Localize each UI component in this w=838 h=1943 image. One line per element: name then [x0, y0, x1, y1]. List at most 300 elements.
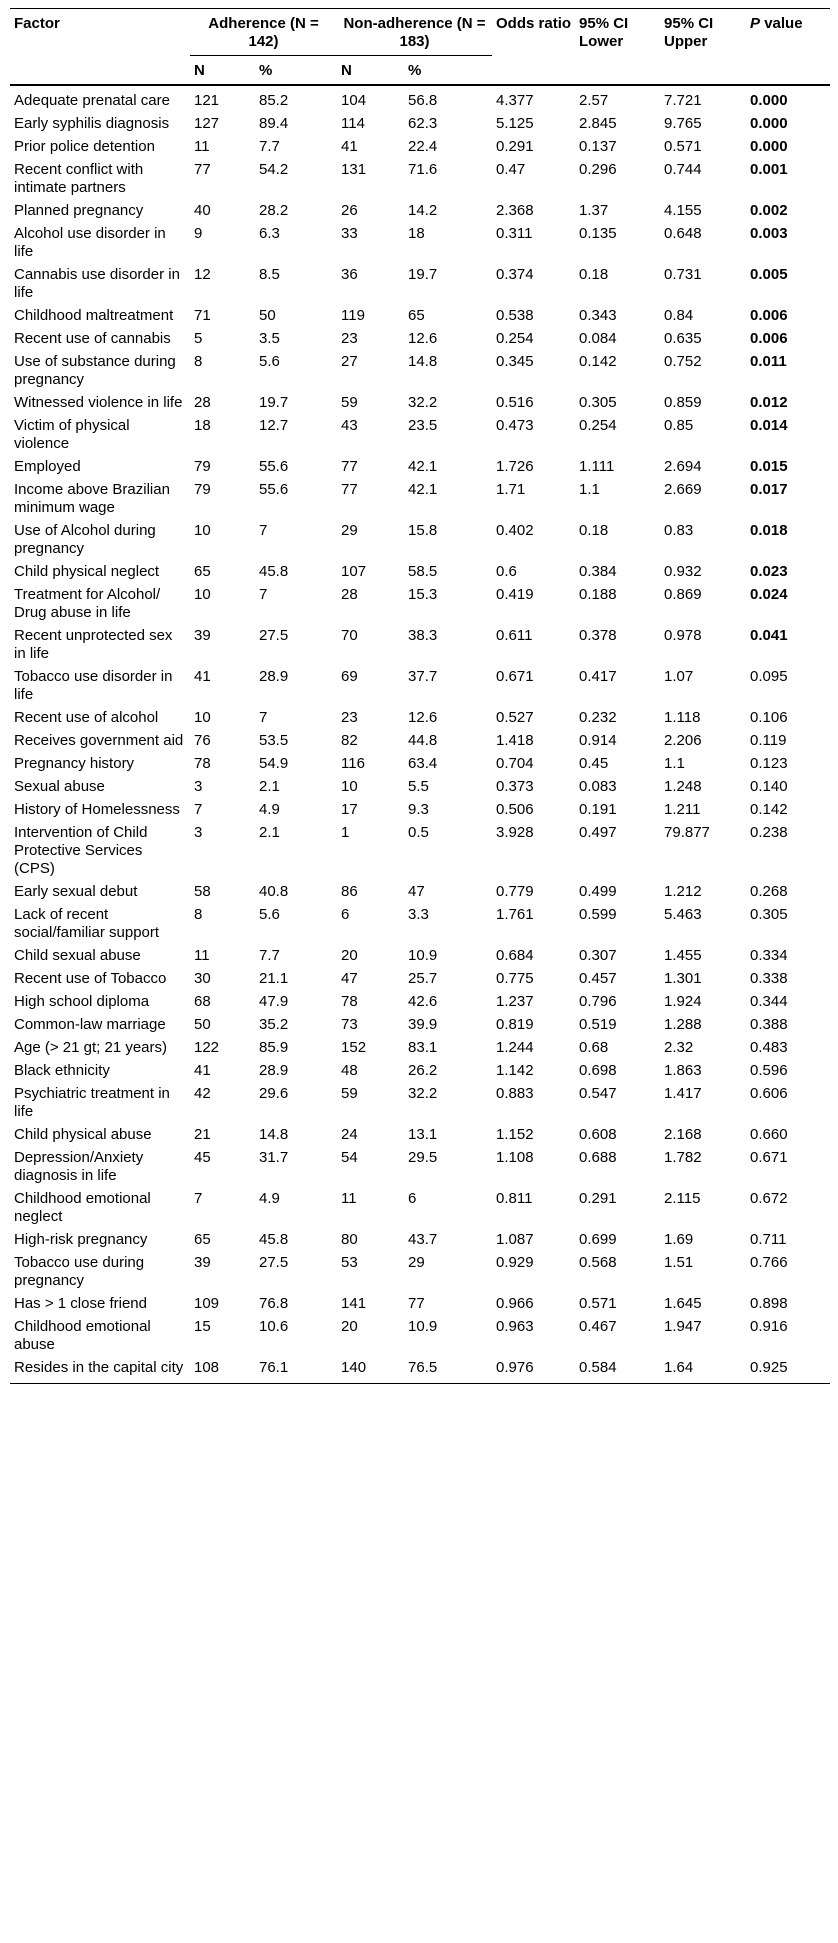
nonadherence-pct-cell: 0.5 [408, 824, 429, 841]
table-row [10, 663, 830, 704]
factor-cell: Planned pregnancy [14, 202, 144, 219]
table-row [10, 348, 830, 389]
ci-upper-cell: 1.924 [664, 993, 702, 1010]
odds-ratio-cell: 0.373 [496, 778, 534, 795]
factor-cell: Witnessed violence in life [14, 394, 183, 411]
table-row [10, 197, 830, 220]
factor-cell: Prior police detention [14, 138, 155, 155]
ci-upper-cell: 4.155 [664, 202, 702, 219]
adherence-n-cell: 18 [194, 417, 211, 434]
nonadherence-n-cell: 47 [341, 970, 358, 987]
nonadherence-n-cell: 33 [341, 225, 358, 242]
adherence-pct-cell: 47.9 [259, 993, 289, 1010]
header-row-1 [10, 9, 830, 56]
factor-cell: Depression/Anxiety diagnosis in life [14, 1149, 144, 1184]
factor-cell: Employed [14, 458, 81, 475]
nonadherence-n-cell: 48 [341, 1062, 358, 1079]
ci-lower-cell: 0.084 [579, 330, 617, 347]
adherence-pct-cell: 28.9 [259, 668, 289, 685]
nonadherence-pct-cell: 65 [408, 307, 425, 324]
p-value-cell: 0.006 [750, 330, 788, 347]
ci-upper-cell: 0.85 [664, 417, 694, 434]
table-row [10, 476, 830, 517]
nonadherence-pct-cell: 44.8 [408, 732, 438, 749]
ci-lower-cell: 2.845 [579, 115, 617, 132]
adherence-pct-cell: 28.2 [259, 202, 289, 219]
p-value-cell: 0.898 [750, 1295, 788, 1312]
odds-ratio-cell: 1.108 [496, 1149, 534, 1166]
table-row [10, 581, 830, 622]
nonadherence-pct-cell: 83.1 [408, 1039, 438, 1056]
nonadherence-pct-cell: 76.5 [408, 1359, 438, 1376]
adherence-n-cell: 7 [194, 1190, 203, 1207]
nonadherence-pct-cell: 77 [408, 1295, 425, 1312]
ci-lower-cell: 0.378 [579, 627, 617, 644]
nonadherence-n-cell: 77 [341, 481, 358, 498]
adherence-n-cell: 5 [194, 330, 203, 347]
nonadherence-pct-cell: 47 [408, 883, 425, 900]
ci-upper-cell: 1.69 [664, 1231, 694, 1248]
nonadherence-n-cell: 23 [341, 330, 358, 347]
adherence-pct-cell: 29.6 [259, 1085, 289, 1102]
adherence-pct-cell: 8.5 [259, 266, 280, 283]
odds-ratio-cell: 0.811 [496, 1190, 533, 1207]
nonadherence-pct-cell: 15.3 [408, 586, 438, 603]
nonadherence-pct-cell: 3.3 [408, 906, 429, 923]
p-value-cell: 0.596 [750, 1062, 788, 1079]
odds-ratio-cell: 0.704 [496, 755, 534, 772]
nonadherence-n-cell: 59 [341, 1085, 358, 1102]
odds-ratio-cell: 0.538 [496, 307, 534, 324]
factor-cell: Childhood emotional neglect [14, 1190, 151, 1225]
adherence-pct-cell: 45.8 [259, 1231, 289, 1248]
odds-ratio-cell: 0.419 [496, 586, 534, 603]
nonadherence-pct-cell: 9.3 [408, 801, 429, 818]
p-value-cell: 0.024 [750, 586, 788, 603]
p-value-cell: 0.344 [750, 993, 788, 1010]
adherence-n-cell: 77 [194, 161, 211, 178]
ci-lower-cell: 0.417 [579, 668, 617, 685]
factor-cell: Recent use of cannabis [14, 330, 171, 347]
p-value-cell: 0.014 [750, 417, 788, 434]
adherence-pct-cell: 40.8 [259, 883, 289, 900]
ci-upper-cell: 2.168 [664, 1126, 702, 1143]
factor-cell: Use of Alcohol during pregnancy [14, 522, 156, 557]
nonadherence-pct-cell: 56.8 [408, 92, 438, 109]
odds-ratio-cell: 0.402 [496, 522, 534, 539]
ci-lower-cell: 0.305 [579, 394, 617, 411]
ci-lower-cell: 0.568 [579, 1254, 617, 1271]
adherence-n-cell: 41 [194, 668, 211, 685]
adherence-n-cell: 42 [194, 1085, 211, 1102]
table-container [10, 8, 830, 1384]
nonadherence-pct-cell: 10.9 [408, 947, 438, 964]
factor-cell: Child physical abuse [14, 1126, 152, 1143]
nonadherence-n-cell: 29 [341, 522, 358, 539]
nonadherence-n-cell: 116 [341, 755, 365, 772]
odds-ratio-cell: 1.142 [496, 1062, 534, 1079]
nonadherence-pct-cell: 32.2 [408, 1085, 438, 1102]
factor-cell: Early syphilis diagnosis [14, 115, 170, 132]
table-row [10, 1249, 830, 1290]
nonadherence-pct-cell: 32.2 [408, 394, 438, 411]
adherence-n-cell: 71 [194, 307, 211, 324]
nonadherence-n-cell: 107 [341, 563, 367, 580]
ci-lower-cell: 0.232 [579, 709, 617, 726]
ci-lower-cell: 0.137 [579, 138, 617, 155]
adherence-n-cell: 8 [194, 906, 203, 923]
ci-upper-cell: 1.645 [664, 1295, 702, 1312]
p-value-cell: 0.925 [750, 1359, 788, 1376]
nonadherence-n-cell: 26 [341, 202, 358, 219]
nonadherence-n-cell: 119 [341, 307, 365, 324]
factor-cell: Age (> 21 gt; 21 years) [14, 1039, 168, 1056]
p-value-cell: 0.005 [750, 266, 788, 283]
ci-upper-cell: 1.248 [664, 778, 702, 795]
nonadherence-n-cell: 1 [341, 824, 350, 841]
nonadherence-pct-cell: 38.3 [408, 627, 438, 644]
adherence-pct-cell: 45.8 [259, 563, 289, 580]
table-row [10, 878, 830, 901]
adherence-pct-cell: 19.7 [259, 394, 289, 411]
odds-ratio-cell: 0.291 [496, 138, 534, 155]
adherence-pct-cell: 5.6 [259, 906, 280, 923]
adherence-n-cell: 3 [194, 824, 203, 841]
odds-ratio-cell: 0.516 [496, 394, 534, 411]
adherence-pct-cell: 12.7 [259, 417, 289, 434]
ci-upper-cell: 5.463 [664, 906, 702, 923]
p-value-cell: 0.268 [750, 883, 788, 900]
factor-cell: Psychiatric treatment in life [14, 1085, 170, 1120]
odds-ratio-cell: 0.311 [496, 225, 533, 242]
nonadherence-n-cell: 69 [341, 668, 358, 685]
ci-lower-cell: 0.343 [579, 307, 617, 324]
nonadherence-n-cell: 140 [341, 1359, 367, 1376]
nonadherence-pct-cell: 18 [408, 225, 425, 242]
ci-lower-cell: 0.547 [579, 1085, 617, 1102]
table-row [10, 796, 830, 819]
ci-lower-cell: 0.254 [579, 417, 617, 434]
nonadherence-pct-cell: 14.8 [408, 353, 438, 370]
ci-upper-cell: 0.648 [664, 225, 702, 242]
adherence-n-cell: 30 [194, 970, 211, 987]
nonadherence-n-cell: 86 [341, 883, 358, 900]
table-row [10, 1144, 830, 1185]
p-value-cell: 0.916 [750, 1318, 788, 1335]
header-odds-ratio: Odds ratio [496, 15, 572, 32]
factor-cell: Adequate prenatal care [14, 92, 170, 109]
table-row [10, 220, 830, 261]
table-row [10, 942, 830, 965]
p-value-cell: 0.388 [750, 1016, 788, 1033]
odds-ratio-cell: 1.71 [496, 481, 526, 498]
adherence-n-cell: 68 [194, 993, 211, 1010]
factor-cell: Lack of recent social/familiar support [14, 906, 160, 941]
table-row [10, 412, 830, 453]
odds-ratio-cell: 0.779 [496, 883, 534, 900]
p-value-cell: 0.671 [750, 1149, 788, 1166]
odds-ratio-cell: 1.244 [496, 1039, 534, 1056]
table-row [10, 261, 830, 302]
nonadherence-n-cell: 54 [341, 1149, 358, 1166]
p-value-cell: 0.002 [750, 202, 788, 219]
factor-cell: Childhood maltreatment [14, 307, 174, 324]
ci-upper-cell: 1.417 [664, 1085, 702, 1102]
adherence-n-cell: 58 [194, 883, 211, 900]
ci-upper-cell: 0.731 [664, 266, 702, 283]
ci-lower-cell: 1.37 [579, 202, 609, 219]
table-row [10, 750, 830, 773]
ci-upper-cell: 1.455 [664, 947, 702, 964]
p-value-cell: 0.015 [750, 458, 788, 475]
ci-lower-cell: 0.796 [579, 993, 617, 1010]
p-value-cell: 0.660 [750, 1126, 788, 1143]
header-ci-upper: 95% CI Upper [664, 15, 714, 50]
nonadherence-n-cell: 6 [341, 906, 350, 923]
odds-ratio-cell: 0.966 [496, 1295, 534, 1312]
table-row [10, 558, 830, 581]
factor-cell: Victim of physical violence [14, 417, 130, 452]
header-nonadherence-n: N [337, 56, 404, 86]
adherence-n-cell: 28 [194, 394, 211, 411]
table-row [10, 1290, 830, 1313]
nonadherence-pct-cell: 6 [408, 1190, 417, 1207]
odds-ratio-cell: 0.506 [496, 801, 534, 818]
nonadherence-n-cell: 17 [341, 801, 358, 818]
table-row [10, 1185, 830, 1226]
ci-lower-cell: 0.519 [579, 1016, 617, 1033]
adherence-pct-cell: 5.6 [259, 353, 280, 370]
ci-upper-cell: 1.118 [664, 709, 701, 726]
adherence-n-cell: 8 [194, 353, 203, 370]
p-value-cell: 0.017 [750, 481, 788, 498]
p-value-cell: 0.672 [750, 1190, 788, 1207]
adherence-n-cell: 10 [194, 522, 211, 539]
ci-upper-cell: 1.64 [664, 1359, 694, 1376]
table-row [10, 1226, 830, 1249]
adherence-pct-cell: 7 [259, 586, 268, 603]
table-row [10, 988, 830, 1011]
nonadherence-n-cell: 27 [341, 353, 358, 370]
nonadherence-pct-cell: 13.1 [408, 1126, 438, 1143]
adherence-pct-cell: 14.8 [259, 1126, 289, 1143]
odds-ratio-cell: 0.254 [496, 330, 534, 347]
nonadherence-pct-cell: 58.5 [408, 563, 438, 580]
ci-upper-cell: 1.947 [664, 1318, 702, 1335]
factor-cell: Use of substance during pregnancy [14, 353, 176, 388]
factor-cell: Treatment for Alcohol/ Drug abuse in life [14, 586, 161, 621]
nonadherence-n-cell: 20 [341, 947, 358, 964]
ci-lower-cell: 0.307 [579, 947, 617, 964]
adherence-n-cell: 9 [194, 225, 203, 242]
factor-cell: Recent conflict with intimate partners [14, 161, 144, 196]
nonadherence-n-cell: 41 [341, 138, 358, 155]
ci-upper-cell: 2.32 [664, 1039, 694, 1056]
nonadherence-n-cell: 131 [341, 161, 367, 178]
nonadherence-pct-cell: 25.7 [408, 970, 438, 987]
adherence-pct-cell: 2.1 [259, 824, 280, 841]
odds-ratio-cell: 0.611 [496, 627, 533, 644]
factor-cell: Resides in the capital city [14, 1359, 184, 1376]
ci-upper-cell: 1.211 [664, 801, 701, 818]
factor-cell: Receives government aid [14, 732, 184, 749]
nonadherence-n-cell: 20 [341, 1318, 358, 1335]
table-row [10, 1121, 830, 1144]
table-row [10, 156, 830, 197]
table-row [10, 1011, 830, 1034]
ci-lower-cell: 0.608 [579, 1126, 617, 1143]
nonadherence-n-cell: 104 [341, 92, 367, 109]
adherence-n-cell: 108 [194, 1359, 220, 1376]
odds-ratio-cell: 0.929 [496, 1254, 534, 1271]
table-row [10, 1080, 830, 1121]
p-value-cell: 0.711 [750, 1231, 787, 1248]
ci-upper-cell: 0.978 [664, 627, 702, 644]
ci-lower-cell: 0.142 [579, 353, 617, 370]
nonadherence-pct-cell: 29 [408, 1254, 425, 1271]
odds-ratio-cell: 3.928 [496, 824, 534, 841]
odds-ratio-cell: 0.819 [496, 1016, 534, 1033]
ci-upper-cell: 0.83 [664, 522, 694, 539]
table-row [10, 622, 830, 663]
nonadherence-pct-cell: 15.8 [408, 522, 438, 539]
ci-upper-cell: 1.212 [664, 883, 702, 900]
table-row [10, 133, 830, 156]
adherence-n-cell: 50 [194, 1016, 211, 1033]
adherence-n-cell: 78 [194, 755, 211, 772]
factor-cell: Tobacco use during pregnancy [14, 1254, 145, 1289]
ci-lower-cell: 0.291 [579, 1190, 617, 1207]
table-row [10, 1354, 830, 1384]
adherence-pct-cell: 76.1 [259, 1359, 289, 1376]
odds-ratio-cell: 0.6 [496, 563, 517, 580]
table-row [10, 773, 830, 796]
factor-cell: Black ethnicity [14, 1062, 110, 1079]
nonadherence-n-cell: 11 [341, 1190, 357, 1207]
odds-ratio-cell: 0.684 [496, 947, 534, 964]
nonadherence-pct-cell: 29.5 [408, 1149, 438, 1166]
adherence-n-cell: 10 [194, 709, 211, 726]
adherence-n-cell: 15 [194, 1318, 211, 1335]
header-factor: Factor [14, 15, 60, 32]
odds-ratio-cell: 1.726 [496, 458, 534, 475]
nonadherence-n-cell: 73 [341, 1016, 358, 1033]
adherence-pct-cell: 50 [259, 307, 276, 324]
factor-cell: Recent unprotected sex in life [14, 627, 173, 662]
adherence-n-cell: 7 [194, 801, 203, 818]
nonadherence-pct-cell: 39.9 [408, 1016, 438, 1033]
adherence-pct-cell: 7 [259, 522, 268, 539]
ci-lower-cell: 0.135 [579, 225, 617, 242]
ci-lower-cell: 0.688 [579, 1149, 617, 1166]
ci-lower-cell: 0.18 [579, 266, 609, 283]
adherence-pct-cell: 4.9 [259, 1190, 280, 1207]
nonadherence-n-cell: 77 [341, 458, 358, 475]
nonadherence-pct-cell: 63.4 [408, 755, 438, 772]
header-nonadherence: Non-adherence (N = 183) [343, 15, 486, 50]
adherence-n-cell: 65 [194, 1231, 211, 1248]
adherence-pct-cell: 53.5 [259, 732, 289, 749]
adherence-pct-cell: 7.7 [259, 947, 280, 964]
nonadherence-pct-cell: 22.4 [408, 138, 438, 155]
nonadherence-n-cell: 23 [341, 709, 358, 726]
adherence-pct-cell: 10.6 [259, 1318, 289, 1335]
factor-cell: History of Homelessness [14, 801, 180, 818]
p-value-cell: 0.334 [750, 947, 788, 964]
factor-cell: Has > 1 close friend [14, 1295, 147, 1312]
ci-upper-cell: 1.863 [664, 1062, 702, 1079]
odds-ratio-cell: 0.775 [496, 970, 534, 987]
ci-upper-cell: 79.877 [664, 824, 710, 841]
odds-ratio-cell: 2.368 [496, 202, 534, 219]
factor-cell: High school diploma [14, 993, 150, 1010]
p-value-cell: 0.142 [750, 801, 788, 818]
p-value-cell: 0.106 [750, 709, 788, 726]
nonadherence-n-cell: 82 [341, 732, 358, 749]
ci-upper-cell: 1.51 [664, 1254, 694, 1271]
ci-upper-cell: 1.07 [664, 668, 694, 685]
nonadherence-n-cell: 141 [341, 1295, 367, 1312]
adherence-pct-cell: 21.1 [259, 970, 289, 987]
adherence-pct-cell: 27.5 [259, 1254, 289, 1271]
ci-upper-cell: 0.752 [664, 353, 702, 370]
odds-ratio-cell: 1.237 [496, 993, 534, 1010]
table-row [10, 727, 830, 750]
factor-cell: Alcohol use disorder in life [14, 225, 166, 260]
adherence-n-cell: 11 [194, 947, 210, 964]
adherence-pct-cell: 85.2 [259, 92, 289, 109]
nonadherence-n-cell: 114 [341, 115, 365, 132]
ci-lower-cell: 0.191 [579, 801, 617, 818]
nonadherence-n-cell: 53 [341, 1254, 358, 1271]
nonadherence-n-cell: 70 [341, 627, 358, 644]
table-row [10, 302, 830, 325]
p-value-cell: 0.305 [750, 906, 788, 923]
p-value-cell: 0.766 [750, 1254, 788, 1271]
factor-cell: Cannabis use disorder in life [14, 266, 180, 301]
nonadherence-n-cell: 78 [341, 993, 358, 1010]
ci-lower-cell: 0.296 [579, 161, 617, 178]
table-row [10, 325, 830, 348]
nonadherence-pct-cell: 42.6 [408, 993, 438, 1010]
table-row [10, 389, 830, 412]
adherence-pct-cell: 55.6 [259, 481, 289, 498]
adherence-n-cell: 65 [194, 563, 211, 580]
nonadherence-n-cell: 80 [341, 1231, 358, 1248]
factor-cell: Childhood emotional abuse [14, 1318, 151, 1353]
header-nonadherence-pct: % [404, 56, 492, 86]
nonadherence-pct-cell: 62.3 [408, 115, 438, 132]
ci-lower-cell: 0.599 [579, 906, 617, 923]
p-value-cell: 0.000 [750, 138, 788, 155]
ci-lower-cell: 0.499 [579, 883, 617, 900]
header-p-value [746, 9, 830, 86]
p-value-cell: 0.095 [750, 668, 788, 685]
header-adherence-n: N [190, 56, 255, 86]
nonadherence-pct-cell: 10.9 [408, 1318, 438, 1335]
nonadherence-pct-cell: 71.6 [408, 161, 438, 178]
adherence-pct-cell: 28.9 [259, 1062, 289, 1079]
ci-upper-cell: 0.869 [664, 586, 702, 603]
table-row [10, 965, 830, 988]
ci-lower-cell: 0.497 [579, 824, 617, 841]
nonadherence-n-cell: 59 [341, 394, 358, 411]
ci-lower-cell: 0.914 [579, 732, 617, 749]
odds-ratio-cell: 0.374 [496, 266, 534, 283]
p-value-cell: 0.606 [750, 1085, 788, 1102]
nonadherence-n-cell: 10 [341, 778, 358, 795]
table-row [10, 110, 830, 133]
